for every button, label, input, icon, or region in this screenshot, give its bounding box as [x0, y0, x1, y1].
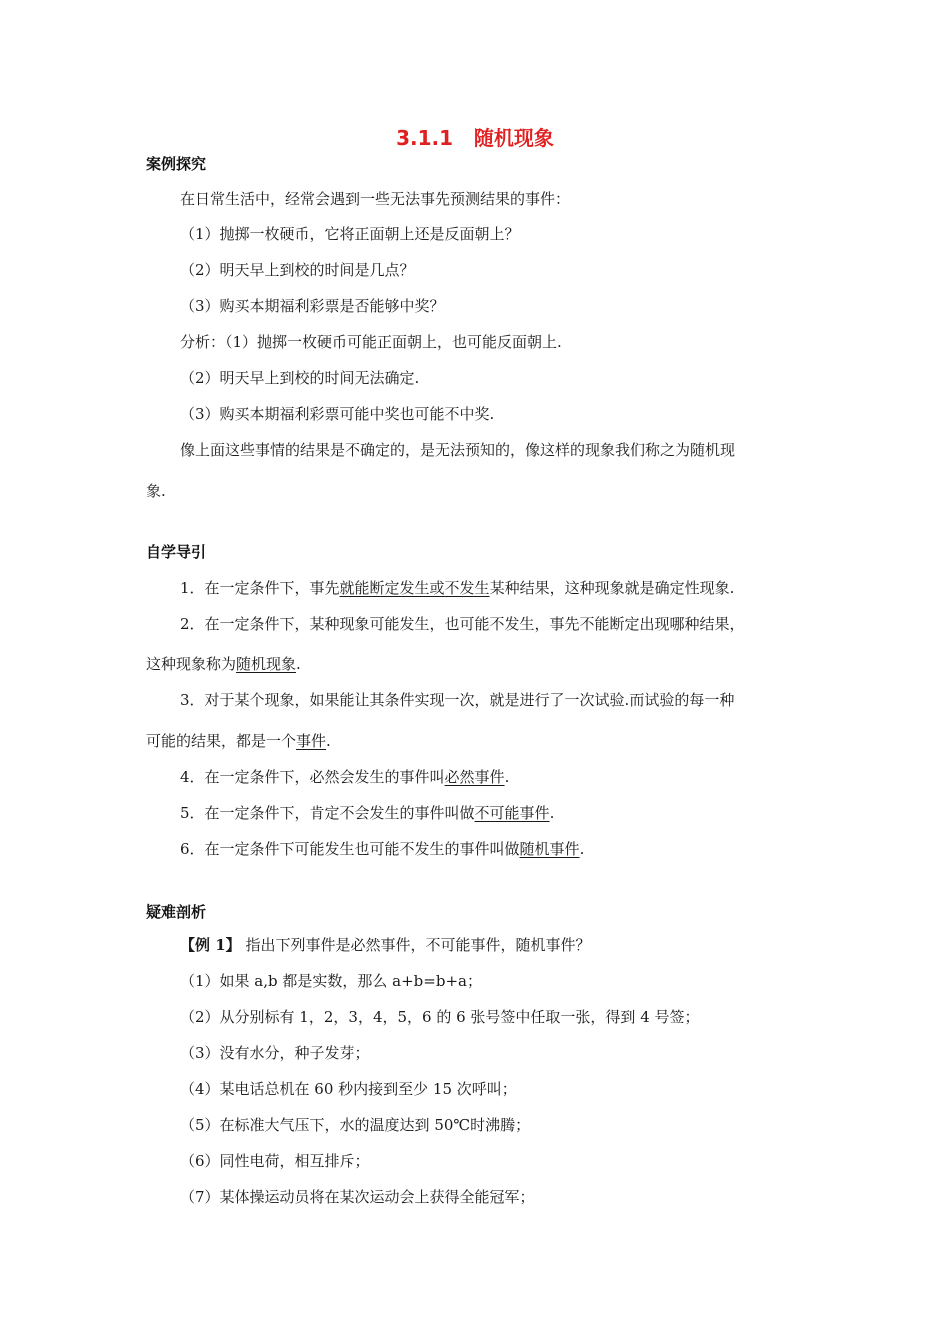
paragraph-intro: 在日常生活中，经常会遇到一些无法事先预测结果的事件：	[180, 190, 571, 208]
item-1-text-a: 1．在一定条件下，事先	[180, 579, 340, 597]
example-item-4: （4）某电话总机在 60 秒内接到至少 15 次呼叫；	[180, 1080, 517, 1098]
item-6-answer: 随机事件	[519, 840, 580, 858]
section-heading-analysis: 疑难剖析	[146, 903, 207, 921]
item-3-line-1: 3．对于某个现象，如果能让其条件实现一次，就是进行了一次试验.而试验的每一种	[180, 691, 735, 709]
item-3-answer: 事件	[296, 732, 327, 750]
item-6-text-a: 6．在一定条件下可能发生也可能不发生的事件叫做	[180, 840, 520, 858]
item-6-text-b: .	[579, 840, 585, 858]
item-6	[180, 839, 584, 859]
item-4	[180, 767, 509, 787]
example-1-prompt	[180, 935, 590, 955]
item-1-text-b: 某种结果，这种现象就是确定性现象.	[489, 579, 735, 597]
item-5-text-a: 5．在一定条件下，肯定不会发生的事件叫做	[180, 804, 475, 822]
section-heading-case-study: 案例探究	[146, 155, 207, 173]
conclusion-line-1: 像上面这些事情的结果是不确定的，是无法预知的，像这样的现象我们称之为随机现	[180, 441, 736, 459]
item-1-answer: 就能断定发生或不发生	[339, 579, 490, 597]
item-5-text-b: .	[549, 804, 555, 822]
example-item-1: （1）如果 a,b 都是实数，那么 a+b=b+a；	[180, 972, 482, 990]
item-4-answer: 必然事件	[444, 768, 505, 786]
item-3-text-b: .	[326, 732, 331, 750]
item-2-text-a: 这种现象称为	[146, 655, 237, 673]
example-item-7: （7）某体操运动员将在某次运动会上获得全能冠军；	[180, 1188, 535, 1206]
item-2-text-b: .	[296, 655, 301, 673]
example-item-6: （6）同性电荷，相互排斥；	[180, 1152, 370, 1170]
item-4-text-b: .	[504, 768, 510, 786]
example-item-5: （5）在标准大气压下，水的温度达到 50℃时沸腾；	[180, 1116, 531, 1134]
item-4-text-a: 4．在一定条件下，必然会发生的事件叫	[180, 768, 445, 786]
question-3: （3）购买本期福利彩票是否能够中奖？	[180, 297, 445, 315]
conclusion-line-2: 象.	[146, 482, 166, 500]
question-1: （1）抛掷一枚硬币，它将正面朝上还是反面朝上？	[180, 225, 520, 243]
example-1-text: 指出下列事件是必然事件，不可能事件，随机事件？	[240, 936, 591, 954]
item-2-line-1: 2．在一定条件下，某种现象可能发生，也可能不发生，事先不能断定出现哪种结果，	[180, 615, 745, 633]
analysis-1: 分析：（1）抛掷一枚硬币可能正面朝上，也可能反面朝上.	[180, 333, 562, 351]
item-2-answer: 随机现象	[236, 655, 297, 673]
question-2: （2）明天早上到校的时间是几点？	[180, 261, 415, 279]
example-item-3: （3）没有水分，种子发芽；	[180, 1044, 370, 1062]
analysis-2: （2）明天早上到校的时间无法确定.	[180, 369, 420, 387]
page-title: 3.1.1 随机现象	[396, 126, 554, 150]
item-5	[180, 803, 554, 823]
analysis-3: （3）购买本期福利彩票可能中奖也可能不中奖.	[180, 405, 495, 423]
item-5-answer: 不可能事件	[474, 804, 550, 822]
example-1-label: 【例 1】	[180, 936, 241, 954]
section-heading-self-study: 自学导引	[146, 543, 207, 561]
item-1	[180, 578, 734, 598]
example-item-2: （2）从分别标有 1，2，3，4，5，6 的 6 张号签中任取一张，得到 4 号签；	[180, 1008, 700, 1026]
item-3-line-2	[146, 731, 331, 751]
item-2-line-2	[146, 654, 301, 674]
item-3-text-a: 可能的结果，都是一个	[146, 732, 297, 750]
